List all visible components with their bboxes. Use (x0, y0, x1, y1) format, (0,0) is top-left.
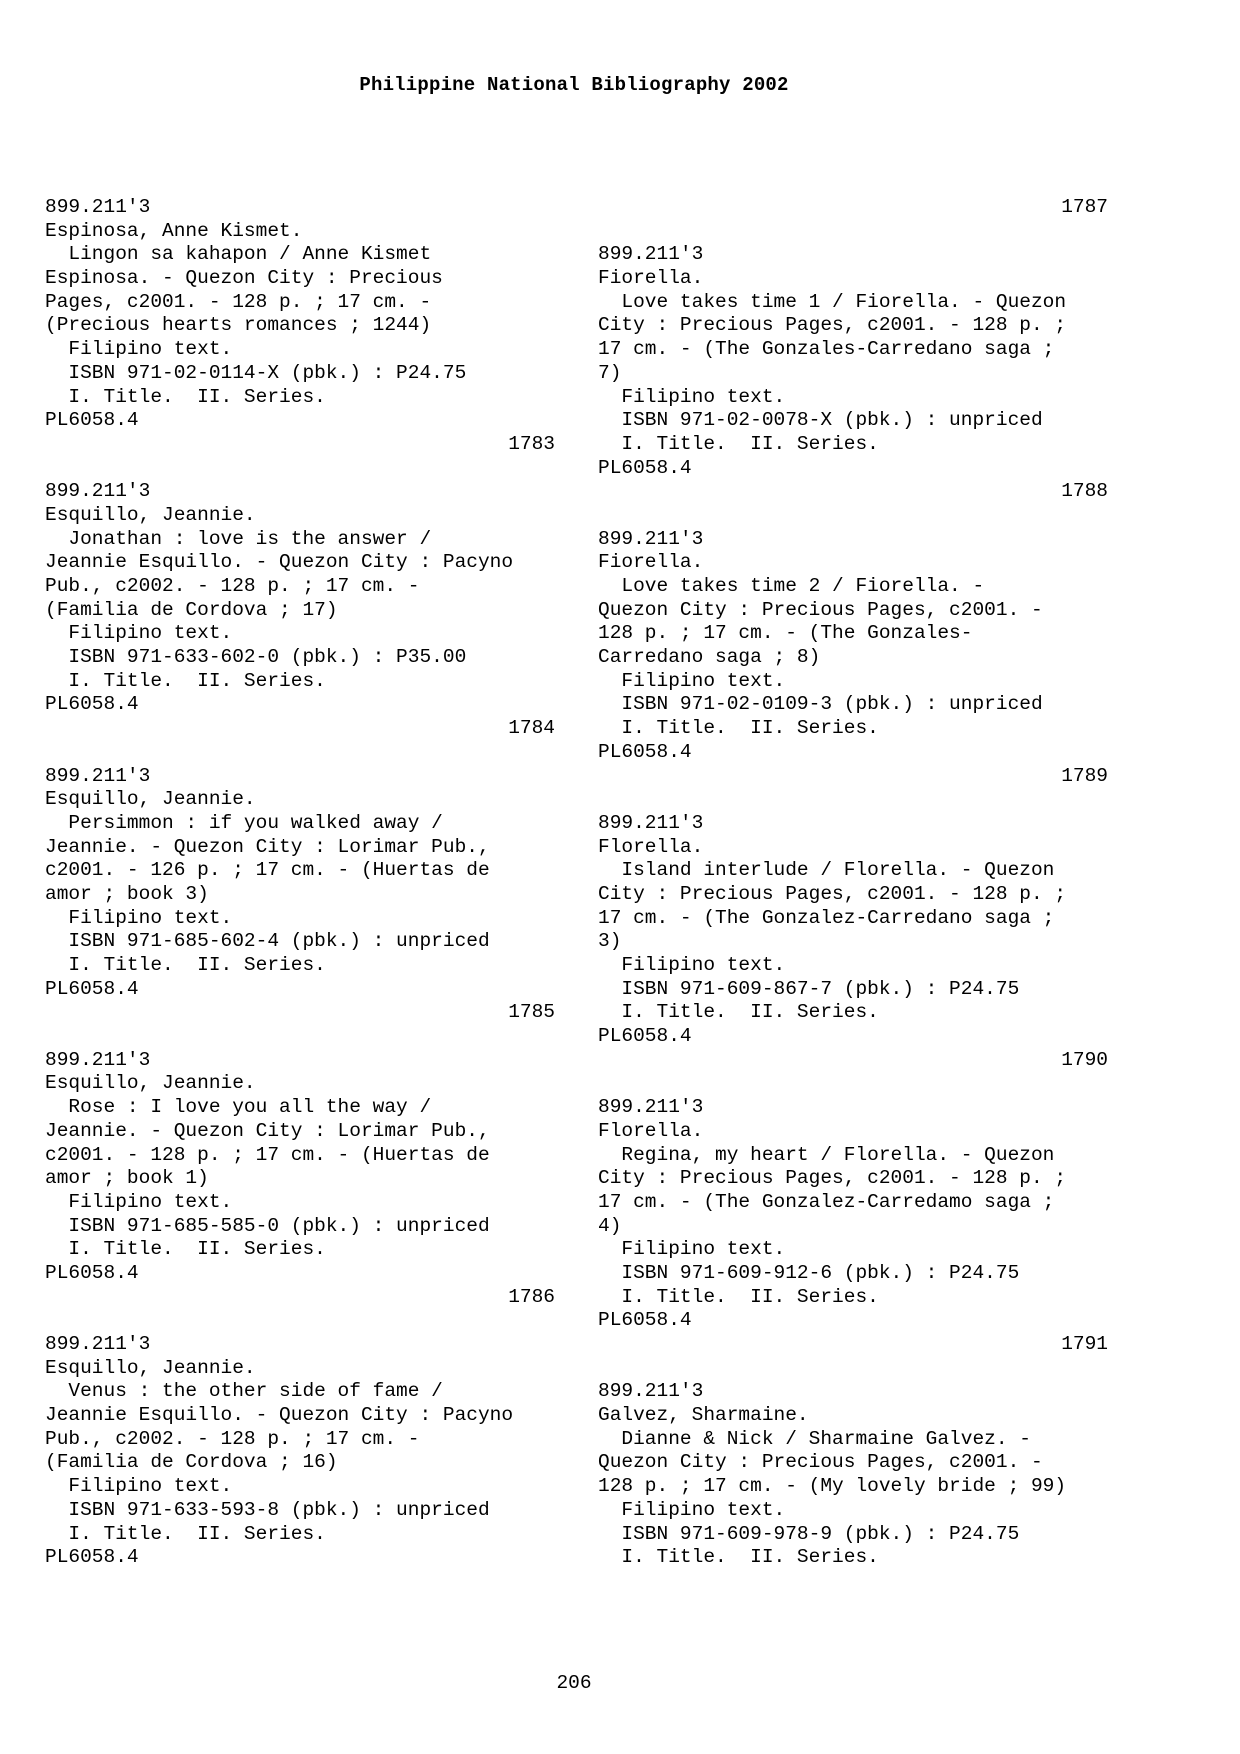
entry-line: Island interlude / Florella. - Quezon (598, 859, 1055, 882)
entry-number: 1784 (508, 717, 555, 740)
entry-number: 1790 (1061, 1048, 1108, 1071)
entry-line: Esquillo, Jeannie. (45, 1072, 256, 1095)
entry-line: PL6058.4 (45, 693, 139, 716)
entry-line: Espinosa. - Quezon City : Precious (45, 267, 443, 290)
entry-line: I. Title. II. Series. (45, 954, 326, 976)
entry-line: Lingon sa kahapon / Anne Kismet (45, 243, 432, 266)
entry-line: Regina, my heart / Florella. - Quezon (598, 1143, 1055, 1166)
entry-line: (Precious hearts romances ; 1244) (45, 314, 432, 337)
page-number: 206 (556, 1672, 592, 1694)
entry-line: Jeannie Esquillo. - Quezon City : Pacyno (45, 551, 514, 574)
entry-line: Carredano saga ; 8) (598, 646, 821, 669)
entry-line: 899.211'3 (598, 527, 704, 550)
entry-line: ISBN 971-609-978-9 (pbk.) : P24.75 (598, 1522, 1020, 1545)
entry-line: Quezon City : Precious Pages, c2001. - (598, 1451, 1043, 1474)
page-title: Philippine National Bibliography 2002 (359, 74, 789, 96)
entry-line: PL6058.4 (45, 1546, 139, 1569)
blank-line (598, 1072, 1108, 1096)
entry-line: I. Title. II. Series. (45, 1238, 326, 1261)
entry-line: Filipino text. (45, 338, 233, 361)
entry-line: Jeannie. - Quezon City : Lorimar Pub., (45, 1119, 490, 1142)
entry-line: c2001. - 128 p. ; 17 cm. - (Huertas de (45, 1143, 490, 1166)
entry-line: 899.211'3 (598, 1096, 704, 1119)
entry-line: I. Title. II. Series. (45, 669, 326, 692)
entry-line: ISBN 971-685-602-4 (pbk.) : unpriced (45, 930, 490, 953)
entry-line: ISBN 971-02-0114-X (pbk.) : P24.75 (45, 361, 467, 384)
entry-line: City : Precious Pages, c2001. - 128 p. ; (598, 882, 1067, 905)
left-column (45, 196, 555, 1570)
entry-line: Jeannie Esquillo. - Quezon City : Pacyno (45, 1404, 514, 1427)
entry-line: PL6058.4 (45, 409, 139, 432)
entry-number: 1788 (1061, 480, 1108, 503)
entry-line: Filipino text. (45, 1475, 233, 1498)
entry-line: City : Precious Pages, c2001. - 128 p. ; (598, 314, 1067, 337)
entry-line: Pub., c2002. - 128 p. ; 17 cm. - (45, 575, 420, 597)
entry-line: Esquillo, Jeannie. (45, 503, 256, 526)
entry-line: Florella. (598, 1119, 704, 1142)
entry-line: 17 cm. - (The Gonzalez-Carredamo saga ; (598, 1190, 1055, 1213)
blank-line (45, 1309, 555, 1333)
entry-line: 899.211'3 (598, 1380, 704, 1403)
entry-line: ISBN 971-609-867-7 (pbk.) : P24.75 (598, 977, 1020, 1000)
entry-line: ISBN 971-02-0078-X (pbk.) : unpriced (598, 409, 1043, 432)
entry-line: PL6058.4 (598, 740, 692, 763)
entry-line: PL6058.4 (598, 456, 692, 479)
entry-line: 4) (598, 1214, 622, 1237)
entry-line: Pages, c2001. - 128 p. ; 17 cm. - (45, 290, 432, 313)
entry-line: Esquillo, Jeannie. (45, 1356, 256, 1379)
entry-line: I. Title. II. Series. (45, 385, 326, 408)
entry-line: PL6058.4 (598, 1309, 692, 1332)
entry-line: I. Title. II. Series. (598, 1285, 879, 1308)
entry-line: (Familia de Cordova ; 16) (45, 1451, 338, 1474)
entry-line: I. Title. II. Series. (45, 1522, 326, 1545)
entry-line: Persimmon : if you walked away / (45, 811, 443, 834)
entry-line: Florella. (598, 835, 704, 858)
entry-line: PL6058.4 (45, 1261, 139, 1284)
entry-line: Filipino text. (598, 954, 786, 976)
entry-line: ISBN 971-609-912-6 (pbk.) : P24.75 (598, 1261, 1020, 1284)
entry-line: I. Title. II. Series. (598, 432, 879, 455)
entry-line: (Familia de Cordova ; 17) (45, 598, 338, 621)
blank-line (598, 1357, 1108, 1381)
entry-number: 1789 (1061, 764, 1108, 787)
entry-line: Filipino text. (598, 1238, 786, 1261)
blank-line (45, 1025, 555, 1049)
entry-line: 17 cm. - (The Gonzalez-Carredano saga ; (598, 906, 1055, 929)
entry-line: 899.211'3 (598, 243, 704, 266)
entry-line: PL6058.4 (598, 1025, 692, 1048)
entry-line: I. Title. II. Series. (598, 1546, 879, 1569)
entry-line: ISBN 971-685-585-0 (pbk.) : unpriced (45, 1214, 490, 1237)
entry-line: 899.211'3 (45, 764, 151, 787)
blank-line (45, 457, 555, 481)
entry-line: PL6058.4 (45, 977, 139, 1000)
entry-number: 1786 (508, 1285, 555, 1308)
entry-line: Jeannie. - Quezon City : Lorimar Pub., (45, 835, 490, 858)
entry-line: 7) (598, 361, 622, 384)
entry-line: ISBN 971-633-593-8 (pbk.) : unpriced (45, 1498, 490, 1521)
entry-line: City : Precious Pages, c2001. - 128 p. ; (598, 1167, 1067, 1190)
entry-line: c2001. - 126 p. ; 17 cm. - (Huertas de (45, 859, 490, 882)
entry-line: amor ; book 1) (45, 1167, 209, 1190)
entry-line: 899.211'3 (598, 811, 704, 834)
entry-line: Love takes time 2 / Fiorella. - (598, 575, 985, 597)
entry-line: Filipino text. (45, 906, 233, 929)
entry-line: Rose : I love you all the way / (45, 1096, 432, 1119)
blank-line (45, 741, 555, 765)
entry-line: 899.211'3 (45, 480, 151, 503)
entry-line: Filipino text. (45, 1190, 233, 1213)
entry-line: ISBN 971-02-0109-3 (pbk.) : unpriced (598, 693, 1043, 716)
entry-line: Pub., c2002. - 128 p. ; 17 cm. - (45, 1427, 420, 1450)
entry-line: I. Title. II. Series. (598, 717, 879, 740)
entry-number: 1787 (1061, 196, 1108, 218)
entry-line: 17 cm. - (The Gonzales-Carredano saga ; (598, 338, 1055, 361)
entry-line: 899.211'3 (45, 196, 151, 218)
entry-line: Filipino text. (598, 385, 786, 408)
entry-number: 1791 (1061, 1333, 1108, 1355)
entry-line: Jonathan : love is the answer / (45, 527, 432, 550)
entry-line: Dianne & Nick / Sharmaine Galvez. - (598, 1427, 1031, 1450)
entry-line: 128 p. ; 17 cm. - (My lovely bride ; 99) (598, 1475, 1067, 1498)
entry-line: Quezon City : Precious Pages, c2001. - (598, 598, 1043, 621)
entry-line: Filipino text. (45, 622, 233, 645)
entry-line: Love takes time 1 / Fiorella. - Quezon (598, 290, 1067, 313)
blank-line (598, 788, 1108, 812)
entry-line: 899.211'3 (45, 1333, 151, 1355)
entry-number: 1785 (508, 1001, 555, 1024)
entry-line: Fiorella. (598, 551, 704, 574)
right-column (598, 196, 1108, 1570)
entry-line: Filipino text. (598, 1498, 786, 1521)
entry-number: 1783 (508, 432, 555, 455)
entry-line: Espinosa, Anne Kismet. (45, 219, 303, 242)
entry-line: Venus : the other side of fame / (45, 1380, 443, 1403)
blank-line (598, 220, 1108, 244)
entry-line: Filipino text. (598, 669, 786, 692)
entry-line: 899.211'3 (45, 1048, 151, 1071)
blank-line (598, 504, 1108, 528)
entry-line: 3) (598, 930, 622, 953)
entry-line: I. Title. II. Series. (598, 1001, 879, 1024)
entry-line: ISBN 971-633-602-0 (pbk.) : P35.00 (45, 646, 467, 669)
entry-line: Esquillo, Jeannie. (45, 788, 256, 811)
entry-line: Fiorella. (598, 267, 704, 290)
entry-line: 128 p. ; 17 cm. - (The Gonzales- (598, 622, 973, 645)
entry-line: Galvez, Sharmaine. (598, 1404, 809, 1427)
entry-line: amor ; book 3) (45, 882, 209, 905)
